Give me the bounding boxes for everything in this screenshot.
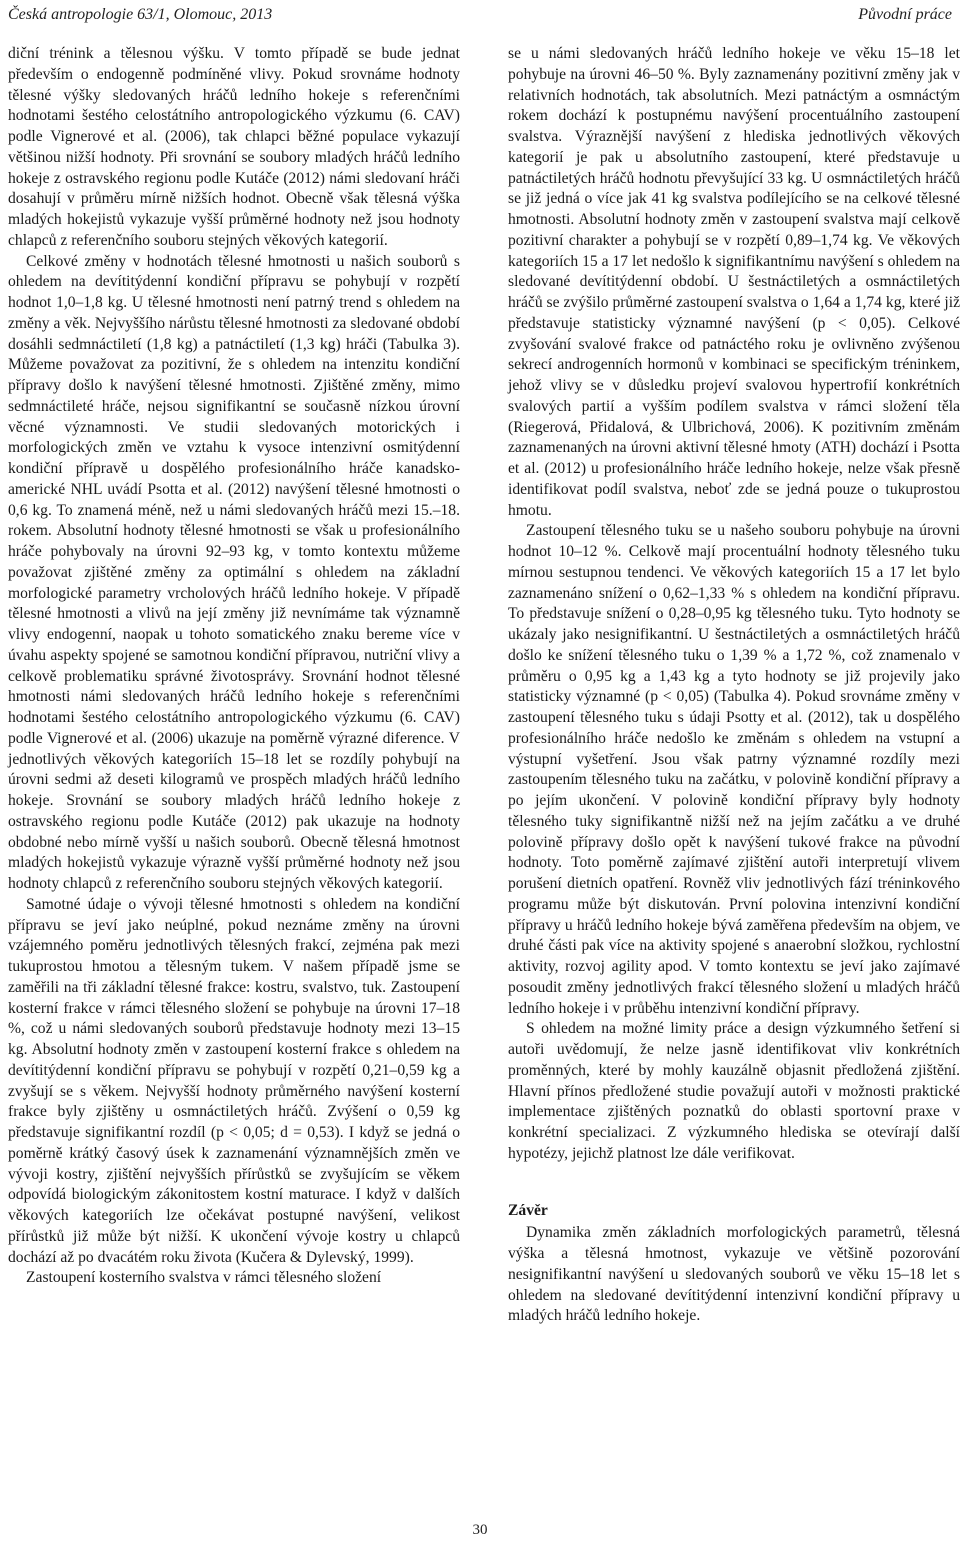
- section-heading-conclusion: Závěr: [508, 1201, 548, 1219]
- paragraph: diční trénink a tělesnou výšku. V tomto případě se bude jednat především o endogenně podmíněné vlivy. Pokud srovnáme hodnoty tělesné výšky sledovaných hráčů ledního hokeje s referenčními hodnotami šestého celostátního antropologického výzkumu (6. CAV) podle Vignerové et al. (2006), tak chlapci běžné populace vykazují většinou nižší hodnoty. Při srovnání se soubory mladých hráčů ledního hokeje z ostravského regionu podle Kutáče (2012) námi sledovaní hráči dosahují v průměru mírně nižších hodnot. Obecně však tělesná výška mladých hokejistů vykazuje vyšší průměrné hodnoty než jsou hodnoty chlapců z referenčního souboru stejných věkových kategorií.: [8, 45, 460, 249]
- paragraph: Celkové změny v hodnotách tělesné hmotnosti u našich souborů s ohledem na devítitýdenní kondiční přípravu se pohybují v rozpětí hodnot 1,0–1,8 kg. U tělesné hmotnosti není patrný trend s ohledem na změny a věk. Nejvyššího nárůstu tělesné hmotnosti za sledované období dosáhli sedmnáctiletí (1,8 kg) a patnáctiletí (1,3 kg) hráči (Tabulka 3). Můžeme považovat za pozitivní, že s ohledem na intenzitu kondiční přípravy došlo k navýšení tělesné hmotnosti. Zjištěné změny, mimo sedmnáctileté hráče, nejsou signifikantní se současně nízkou úrovní věcné významnosti. Ve studii sledovaných motorických i morfologických změn ve vztahu k vysoce intenzivní osmitýdenní kondiční přípravě u dospělého profesionálního hráče kanadsko-americké NHL uvádí Psotta et al. (2012) navýšení tělesné hmotnosti o 0,6 kg. To znamená méně, než u námi sledovaných hráčů mezi 15.–18. rokem. Absolutní hodnoty tělesné hmotnosti se však u profesionálního hráče pohybovaly na úrovni 92–93 kg, v tomto kontextu můžeme považovat zjištěné změny za optimální s ohledem na základní morfologické parametry vrcholových hráčů ledního hokeje. V případě tělesné hmotnosti a vlivů na její změny již nevnímáme tak významně vlivy endogenní, naopak u tohoto somatického znaku bereme více v úvahu aspekty spojené se samotnou kondiční přípravou, nutriční vlivy a celkově problematiku správné životosprávy. Srovnání hodnot tělesné hmotnosti námi sledovaných hráčů ledního hokeje s referenčními hodnotami šestého celostátního antropologického výzkumu (6. CAV) podle Vignerové et al. (2006) ukazuje na poměrně výrazné diference. V jednotlivých věkových kategoriích 15–18 let se rozdíly pohybují na úrovni sedmi až deseti kilogramů ve prospěch mladých hráčů ledního hokeje. Srovnání se soubory mladých hráčů ledního hokeje z ostravského regionu podle Kutáče (2012) pak ukazuje na hodnoty obdobné nebo mírně vyšší u našich souborů. Obecně tělesná hmotnost mladých hokejistů vykazuje výrazně vyšší průměrné hodnoty než jsou hodnoty chlapců z referenčního souboru stejných věkových kategorií.: [8, 252, 460, 892]
- running-header: [8, 6, 952, 28]
- paragraph: Zastoupení kosterního svalstva v rámci tělesného složení: [26, 1269, 382, 1287]
- section-label: Původní práce: [858, 6, 952, 23]
- journal-title: Česká antropologie 63/1, Olomouc, 2013: [8, 6, 273, 23]
- paragraph: Samotné údaje o vývoji tělesné hmotnosti s ohledem na kondiční přípravu se jeví jako neúplné, pokud neznáme změny na úrovni vzájemného poměru jednotlivých tělesných frakcí, zejména pak mezi tukuprostou hmotou a tělesným tukem. V našem případě jsme se zaměřili na tři základní tělesné frakce: kostru, svalstvo, tuk. Zastoupení kosterní frakce v rámci tělesného složení se pohybuje na úrovni 17–18 %, což u námi sledovaných souborů představuje hodnoty mezi 13–15 kg. Absolutní hodnoty změn v zastoupení kosterní frakce s ohledem na devítitýdenní kondiční přípravu se pohybují v rozpětí 0,21–0,59 kg a zvyšují se s věkem. Nejvyšší hodnoty průměrného navýšení kosterní frakce byly zjištěny u osmnáctiletých hráčů. Zvýšení o 0,59 kg představuje signifikantní rozdíl (p < 0,05; d = 0,53). I když se jedná o poměrně krátký časový úsek k zaznamenání významnějších změn ve vývoji kostry, zjištění nejvyšších přírůstků se zvyšujícím se věkem odpovídá biologickým zákonitostem kostní maturace. I když v dalších věkových kategoriích lze očekávat postupné navýšení, velikost přírůstků již může být nižší. K ukončení vývoje kostry u chlapců dochází až po dvacátém roku života (Kučera & Dylevský, 1999).: [8, 895, 460, 1266]
- paragraph: se u námi sledovaných hráčů ledního hokeje ve věku 15–18 let pohybuje na úrovni 46–50 %. Byly zaznamenány pozitivní změny jak v relativních hodnotách, tak absolutních. Mezi patnáctým a osmnáctým rokem dochází k postupnému navýšení procentuálního zastoupení svalstva. Výraznější navýšení z hlediska jednotlivých věkových kategorií je pak u absolutního zastoupení, které představuje u patnáctiletých hráčů hodnotu převyšující 33 kg. U osmnáctiletých hráčů se již jedná o více jak 41 kg svalstva podílejícího se na celkové tělesné hmotnosti. Absolutní hodnoty změn v zastoupení svalstva mají celkově pozitivní charakter a pohybují se v rozpětí 0,89–1,74 kg. Ve věkových kategoriích 15 a 17 let nedošlo k signifikantnímu navýšení s ohledem na sledované devítitýdenní období. U šestnáctiletých a osmnáctiletých hráčů se zvýšilo průměrné zastoupení svalstva o 1,64 a 1,74 kg, které již představuje statisticky významné navýšení (p < 0,05). Celkové zvyšování svalové frakce od patnáctého roku je ovlivněno zvýšenou sekrecí androgenních hormonů v kombinaci se specifickým tréninkem, jehož vlivy se v důsledku projeví svalovou hypertrofií konkrétních svalových partií a vyšším podílem svalstva v rámci složení těla (Riegerová, Přidalová, & Ulbrichová, 2006). K pozitivním změnám zaznamenaných na úrovni aktivní tělesné hmoty (ATH) dochází i Psotta et al. (2012) u profesionálního hráče ledního hokeje, nelze však přesně identifikovat podíl svalstva, neboť zde se jedná pouze o tukuprostou hmotu.: [508, 45, 960, 519]
- right-column: [508, 44, 960, 1327]
- page-number: 30: [472, 1522, 488, 1538]
- left-column: [8, 44, 460, 1289]
- paragraph: S ohledem na možné limity práce a design výzkumného šetření si autoři uvědomují, že nelze jasně identifikovat vliv konkrétních proměnných, které by mohly kauzálně objasnit předložená zjištění. Hlavní přínos předložené studie považují autoři v možnosti praktické implementace zjištěných poznatků do oblasti sportovní praxe v konkrétní specializaci. Z výzkumného hlediska se otevírají další hypotézy, jejichž platnost lze dále verifikovat.: [508, 1020, 960, 1162]
- paragraph: Zastoupení tělesného tuku se u našeho souboru pohybuje na úrovni hodnot 10–12 %. Celkově mají procentuální hodnoty tělesného tuku mírnou sestupnou tendenci. Ve věkových kategoriích 15 a 17 let bylo zaznamenáno snížení o 0,62–1,33 % s ohledem na kondiční přípravu. To představuje snížení o 0,28–0,95 kg tělesného tuku. Tyto hodnoty se ukázaly jako nesignifikantní. U šestnáctiletých a osmnáctiletých hráčů došlo ke snížení tělesného tuku o 1,39 % a 1,72 %, což znamenalo v průměru o 0,95 kg a 1,43 kg a tyto hodnoty se již projevily jako statisticky významné (p < 0,05) (Tabulka 4). Pokud srovnáme změny v zastoupení tělesného tuku s údaji Psotty et al. (2012), tak u dospělého profesionálního hráče nedošlo ke změnám s ohledem na vstupní a výstupní vyšetření. Jsou však patrny významné rozdíly mezi zastoupením tělesného tuku na začátku, v polovině kondiční přípravy a po jejím ukončení. V polovině kondiční přípravy byly hodnoty tělesného tuky signifikantně nižší než na jejím začátku a ve druhé polovině přípravy došlo opět k navýšení tukové frakce na původní hodnoty. Toto poměrně zajímavé zjištění autoři interpretují vlivem porušení dietních opatření. Rovněž vliv jednotlivých fází tréninkového programu může být diskutován. První polovina intenzivní kondiční přípravy u hráčů ledního hokeje bývá zaměřena především na objem, ve druhé části pak více na aktivity spojené s anaerobní složkou, rychlostní aktivity, rozvoj agility apod. V tomto kontextu se jeví jako zajímavé posoudit změny jednotlivých frakcí tělesného složení u mladých hráčů ledního hokeje i v průběhu intenzivní kondiční přípravy.: [508, 522, 960, 1017]
- conclusion-paragraph: Dynamika změn základních morfologických parametrů, tělesná výška a tělesná hmotnost, vykazuje ve většině pozorování nesignifikantní navýšení u sledovaných souborů ve věku 15–18 let s ohledem na sledované devítitýdenní intenzivní kondiční přípravy u mladých hráčů ledního hokeje.: [508, 1224, 960, 1325]
